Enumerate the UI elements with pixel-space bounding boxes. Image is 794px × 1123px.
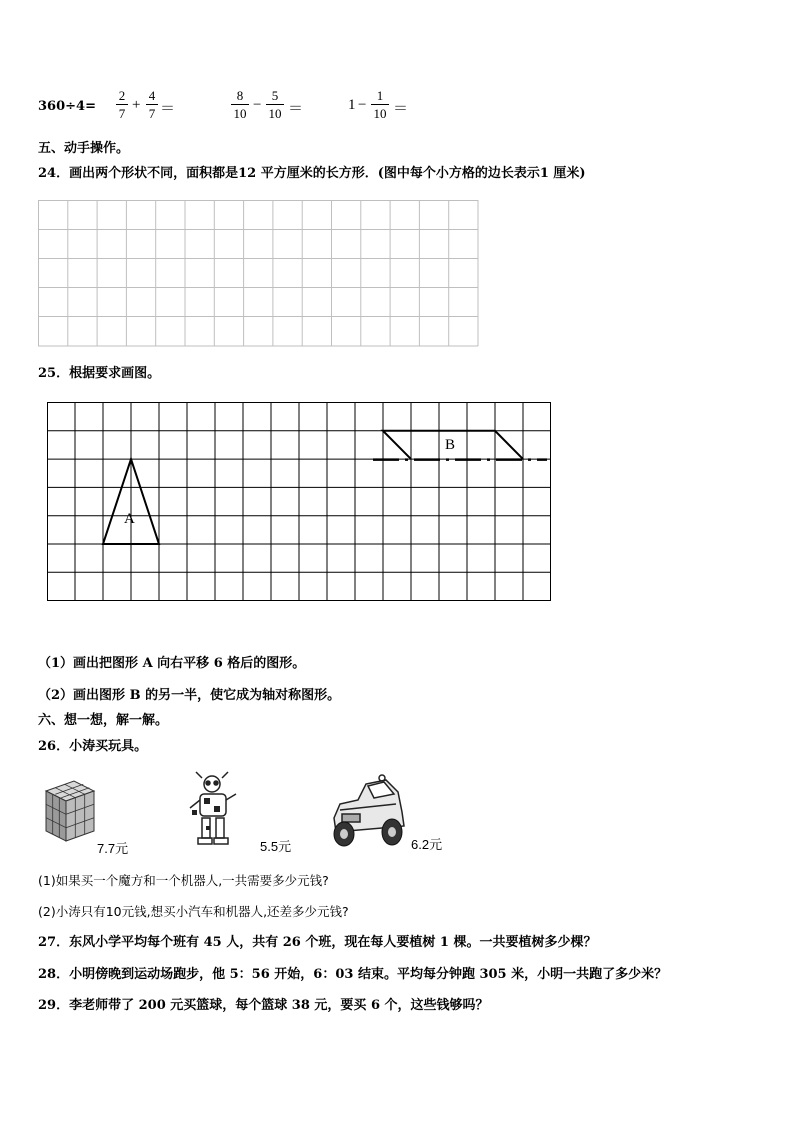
price-robot: 5.5元 bbox=[260, 839, 292, 854]
calc-item-4-eq: ＝ bbox=[393, 101, 409, 117]
toy-car-icon bbox=[326, 770, 410, 856]
price-toy-car: 6.2元 bbox=[411, 837, 443, 852]
calc-item-4-op: − bbox=[358, 97, 367, 113]
question-24: 24．画出两个形状不同，面积都是12 平方厘米的长方形．(图中每个小方格的边长表示1 厘米) bbox=[38, 166, 586, 181]
section-6-heading: 六、想一想，解一解。 bbox=[38, 713, 169, 728]
shape-b-label: B bbox=[445, 437, 456, 453]
calc-item-3-frac-a: 8 10 bbox=[231, 88, 249, 121]
calc-item-1: 360÷4= bbox=[38, 99, 96, 114]
price-rubiks-cube: 7.7元 bbox=[97, 841, 129, 856]
calc-item-2-frac-a: 2 7 bbox=[116, 88, 128, 121]
question-28: 28．小明傍晚到运动场跑步，他 5：56 开始，6：03 结束。平均每分钟跑 305 米，小明一共跑了多少米？ bbox=[38, 967, 668, 982]
question-26-sub-1: (1)如果买一个魔方和一个机器人,一共需要多少元钱? bbox=[38, 873, 329, 888]
calc-item-3-eq: ＝ bbox=[288, 101, 304, 117]
calc-item-2-frac-b: 4 7 bbox=[146, 88, 158, 121]
question-26-title: 26．小涛买玩具。 bbox=[38, 739, 148, 754]
section-5-heading: 五、动手操作。 bbox=[38, 141, 130, 156]
shape-a-label: A bbox=[124, 511, 135, 527]
question-27: 27．东风小学平均每个班有 45 人，共有 26 个班，现在每人要植树 1 棵。一共要植树多少棵？ bbox=[38, 935, 597, 950]
question-25-sub-2: （2）画出图形 B 的另一半，使它成为轴对称图形。 bbox=[38, 688, 341, 703]
question-25-title: 25．根据要求画图。 bbox=[38, 366, 161, 381]
calc-item-4-whole: 1 bbox=[348, 97, 356, 113]
question-26-sub-2: (2)小涛只有10元钱,想买小汽车和机器人,还差多少元钱? bbox=[38, 904, 349, 919]
q25-grid[interactable] bbox=[47, 402, 553, 603]
question-29: 29．李老师带了 200 元买篮球，每个篮球 38 元，要买 6 个，这些钱够吗？ bbox=[38, 998, 489, 1013]
rubiks-cube-icon bbox=[40, 777, 100, 845]
calc-item-3-op: − bbox=[253, 97, 262, 113]
robot-icon bbox=[184, 770, 254, 856]
calc-item-2-eq: ＝ bbox=[160, 101, 176, 117]
calc-item-3-frac-b: 5 10 bbox=[266, 88, 284, 121]
q24-grid[interactable] bbox=[38, 200, 479, 347]
calc-item-4-frac: 1 10 bbox=[371, 88, 389, 121]
calc-item-2-op: + bbox=[132, 97, 141, 113]
question-25-sub-1: （1）画出把图形 A 向右平移 6 格后的图形。 bbox=[38, 656, 306, 671]
